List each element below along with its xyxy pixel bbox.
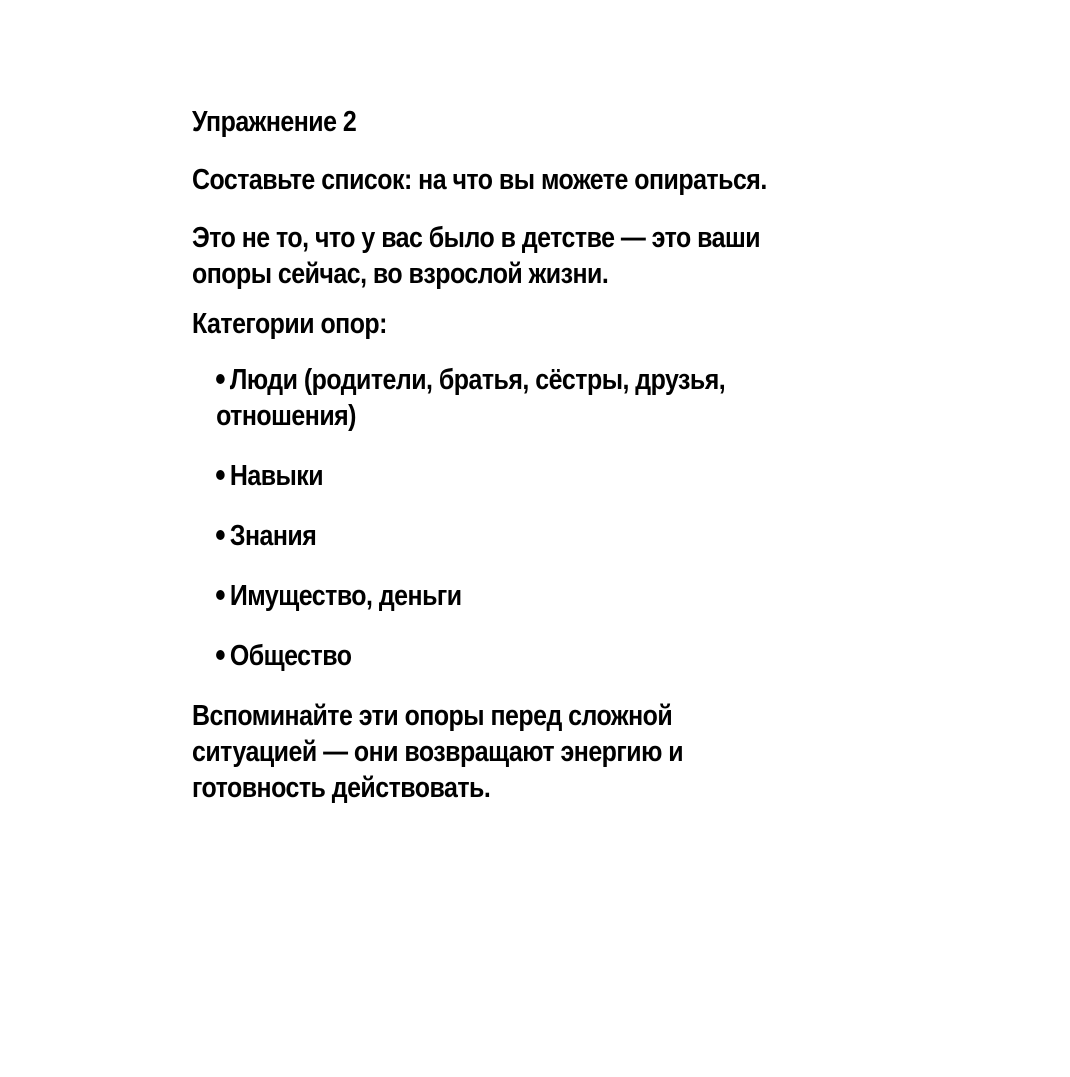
list-item-line — [216, 458, 897, 494]
categories-heading: Категории опор: — [192, 308, 387, 340]
list-item-people — [216, 362, 897, 434]
list-item-line — [216, 362, 897, 398]
bullet-icon — [216, 590, 225, 600]
closing-line: Вспоминайте эти опоры перед сложной — [192, 700, 673, 732]
closing-paragraph — [192, 698, 897, 806]
bullet-icon — [216, 650, 225, 660]
list-item-continuation: отношения) — [216, 400, 356, 432]
closing-line: ситуацией — они возвращают энергию и — [192, 736, 684, 768]
exercise-title: Упражнение 2 — [192, 106, 357, 138]
list-item-line — [216, 578, 897, 614]
list-item-label: Навыки — [229, 460, 324, 492]
bullet-icon — [216, 530, 225, 540]
explanation-paragraph — [192, 220, 897, 292]
explanation-line: опоры сейчас, во взрослой жизни. — [192, 258, 609, 290]
list-item-label: Имущество, деньги — [229, 580, 462, 612]
closing-line: готовность действовать. — [192, 772, 491, 804]
exercise-page — [192, 104, 897, 820]
list-item-skills — [216, 458, 897, 494]
list-item-label: Знания — [229, 520, 317, 552]
bullet-icon — [216, 374, 225, 384]
bullet-icon — [216, 470, 225, 480]
list-item-line — [216, 638, 897, 674]
exercise-instruction: Составьте список: на что вы можете опираться. — [192, 164, 767, 196]
list-item-society — [216, 638, 897, 674]
list-item-line — [216, 518, 897, 554]
explanation-line: Это не то, что у вас было в детстве — это ваши — [192, 222, 761, 254]
list-item-label: Общество — [229, 640, 352, 672]
list-item-knowledge — [216, 518, 897, 554]
list-item-property — [216, 578, 897, 614]
list-item-label: Люди (родители, братья, сёстры, друзья, — [229, 364, 726, 396]
categories-list — [192, 362, 897, 674]
